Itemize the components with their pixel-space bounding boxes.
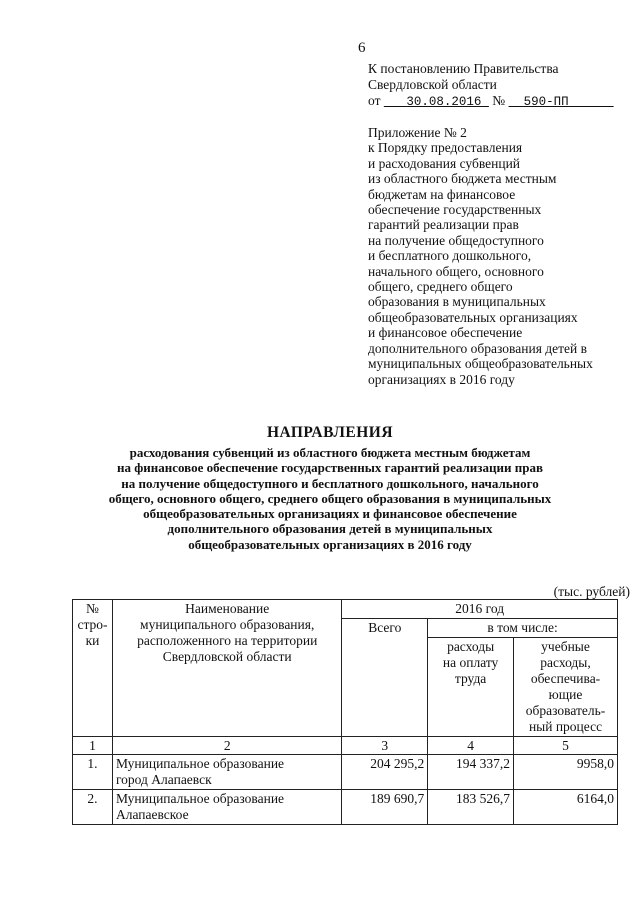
title-line: дополнительного образования детей в муниципальных <box>167 521 493 537</box>
appendix-line: муниципальных общеобразовательных <box>368 356 593 372</box>
appendix-line: гарантий реализации прав <box>368 217 519 233</box>
appendix-line: общего, среднего общего <box>368 279 513 295</box>
units-label: (тыс. рублей) <box>553 584 630 599</box>
header-educational-costs <box>514 638 618 737</box>
appendix-line: образования в муниципальных <box>368 294 546 310</box>
title-main: НАПРАВЛЕНИЯ <box>266 424 394 441</box>
appendix-line: организациях в 2016 году <box>368 371 515 387</box>
header-text: на оплату <box>442 655 499 670</box>
table-row <box>73 790 618 825</box>
appendix-line: Приложение № 2 <box>368 125 467 140</box>
header-text: труда <box>454 671 487 686</box>
header-year: 2016 год <box>342 600 618 619</box>
appendix-line: и финансовое обеспечение <box>368 325 523 341</box>
title-line: расходования субвенций из областного бюджета местным бюджетам <box>129 445 531 460</box>
appendix-line: и бесплатного дошкольного, <box>368 248 532 264</box>
resolution-number <box>509 95 614 109</box>
header-text: учебные <box>541 639 590 654</box>
appendix-block <box>368 125 640 387</box>
municipality-name-line: Муниципальное образование <box>115 756 285 771</box>
appendix-line: общеобразовательных организациях <box>368 309 578 325</box>
header-text: расходы <box>447 639 495 654</box>
title-line: общеобразовательных организациях и финансовое обеспечение <box>143 506 517 522</box>
subsidy-table <box>72 599 618 825</box>
column-number: 4 <box>428 737 514 755</box>
appendix-line: и расходования субвенций <box>368 155 521 171</box>
header-text: ный процесс <box>528 719 603 734</box>
educational-costs-value: 6164,0 <box>514 790 618 825</box>
header-row-number <box>73 600 113 737</box>
header-text: № <box>86 601 99 616</box>
header-text: Наименование <box>185 601 270 616</box>
labor-costs-value: 183 526,7 <box>428 790 514 825</box>
header-text: ки <box>85 633 100 648</box>
title-line: общеобразовательных организациях в 2016 году <box>188 536 472 552</box>
row-number: 2. <box>73 790 113 825</box>
municipality-name <box>112 755 341 790</box>
municipality-name <box>112 790 341 825</box>
column-number: 5 <box>514 737 618 755</box>
page-number: 6 <box>358 40 366 56</box>
resolution-header <box>368 61 638 110</box>
header-text: Свердловской области <box>162 649 292 664</box>
column-number: 1 <box>73 737 113 755</box>
column-number: 3 <box>342 737 428 755</box>
labor-costs-value: 194 337,2 <box>428 755 514 790</box>
appendix-line: дополнительного образования детей в <box>368 340 587 356</box>
header-text: муниципального образования, <box>140 617 315 632</box>
document-title <box>60 424 600 552</box>
appendix-line: из областного бюджета местным <box>368 171 557 187</box>
total-value: 189 690,7 <box>342 790 428 825</box>
header-text: расходы, <box>540 655 591 670</box>
number-sign: № <box>492 93 506 108</box>
appendix-line: обеспечение государственных <box>368 202 542 218</box>
header-total: Всего <box>342 619 428 737</box>
educational-costs-value: 9958,0 <box>514 755 618 790</box>
table-row <box>73 755 618 790</box>
header-text: расположенного на территории <box>137 633 318 648</box>
date-prefix: от <box>368 93 381 108</box>
appendix-line: к Порядку предоставления <box>368 140 523 156</box>
resolution-number-value: 590-ПП <box>523 95 569 109</box>
appendix-line: на получение общедоступного <box>368 232 544 248</box>
total-value: 204 295,2 <box>342 755 428 790</box>
appendix-line: начального общего, основного <box>368 263 544 279</box>
header-including: в том числе: <box>428 619 618 638</box>
header-text: образователь- <box>525 703 606 718</box>
municipality-name-line: город Алапаевск <box>115 772 212 787</box>
header-labor-costs <box>428 638 514 737</box>
title-line: на получение общедоступного и бесплатного дошкольного, начального <box>121 475 539 491</box>
header-date-line <box>368 93 638 110</box>
header-text: ющие <box>548 687 583 702</box>
resolution-date-value: 30.08.2016 <box>406 95 482 109</box>
header-line-1: К постановлению Правительства <box>368 61 559 76</box>
municipality-name-line: Алапаевское <box>115 807 189 822</box>
row-number: 1. <box>73 755 113 790</box>
header-text: обеспечива- <box>530 671 601 686</box>
column-number: 2 <box>112 737 341 755</box>
header-municipality-name <box>112 600 341 737</box>
table-header-row <box>73 600 618 619</box>
header-text: стро- <box>77 617 108 632</box>
header-line-2: Свердловской области <box>368 77 497 92</box>
column-numbers-row <box>73 737 618 755</box>
title-line: общего, основного общего, среднего общего образования в муниципальных <box>108 490 552 506</box>
title-line: на финансовое обеспечение государственных гарантий реализации прав <box>117 460 543 476</box>
municipality-name-line: Муниципальное образование <box>115 791 285 806</box>
appendix-line: бюджетам на финансовое <box>368 186 516 202</box>
resolution-date <box>384 95 489 109</box>
